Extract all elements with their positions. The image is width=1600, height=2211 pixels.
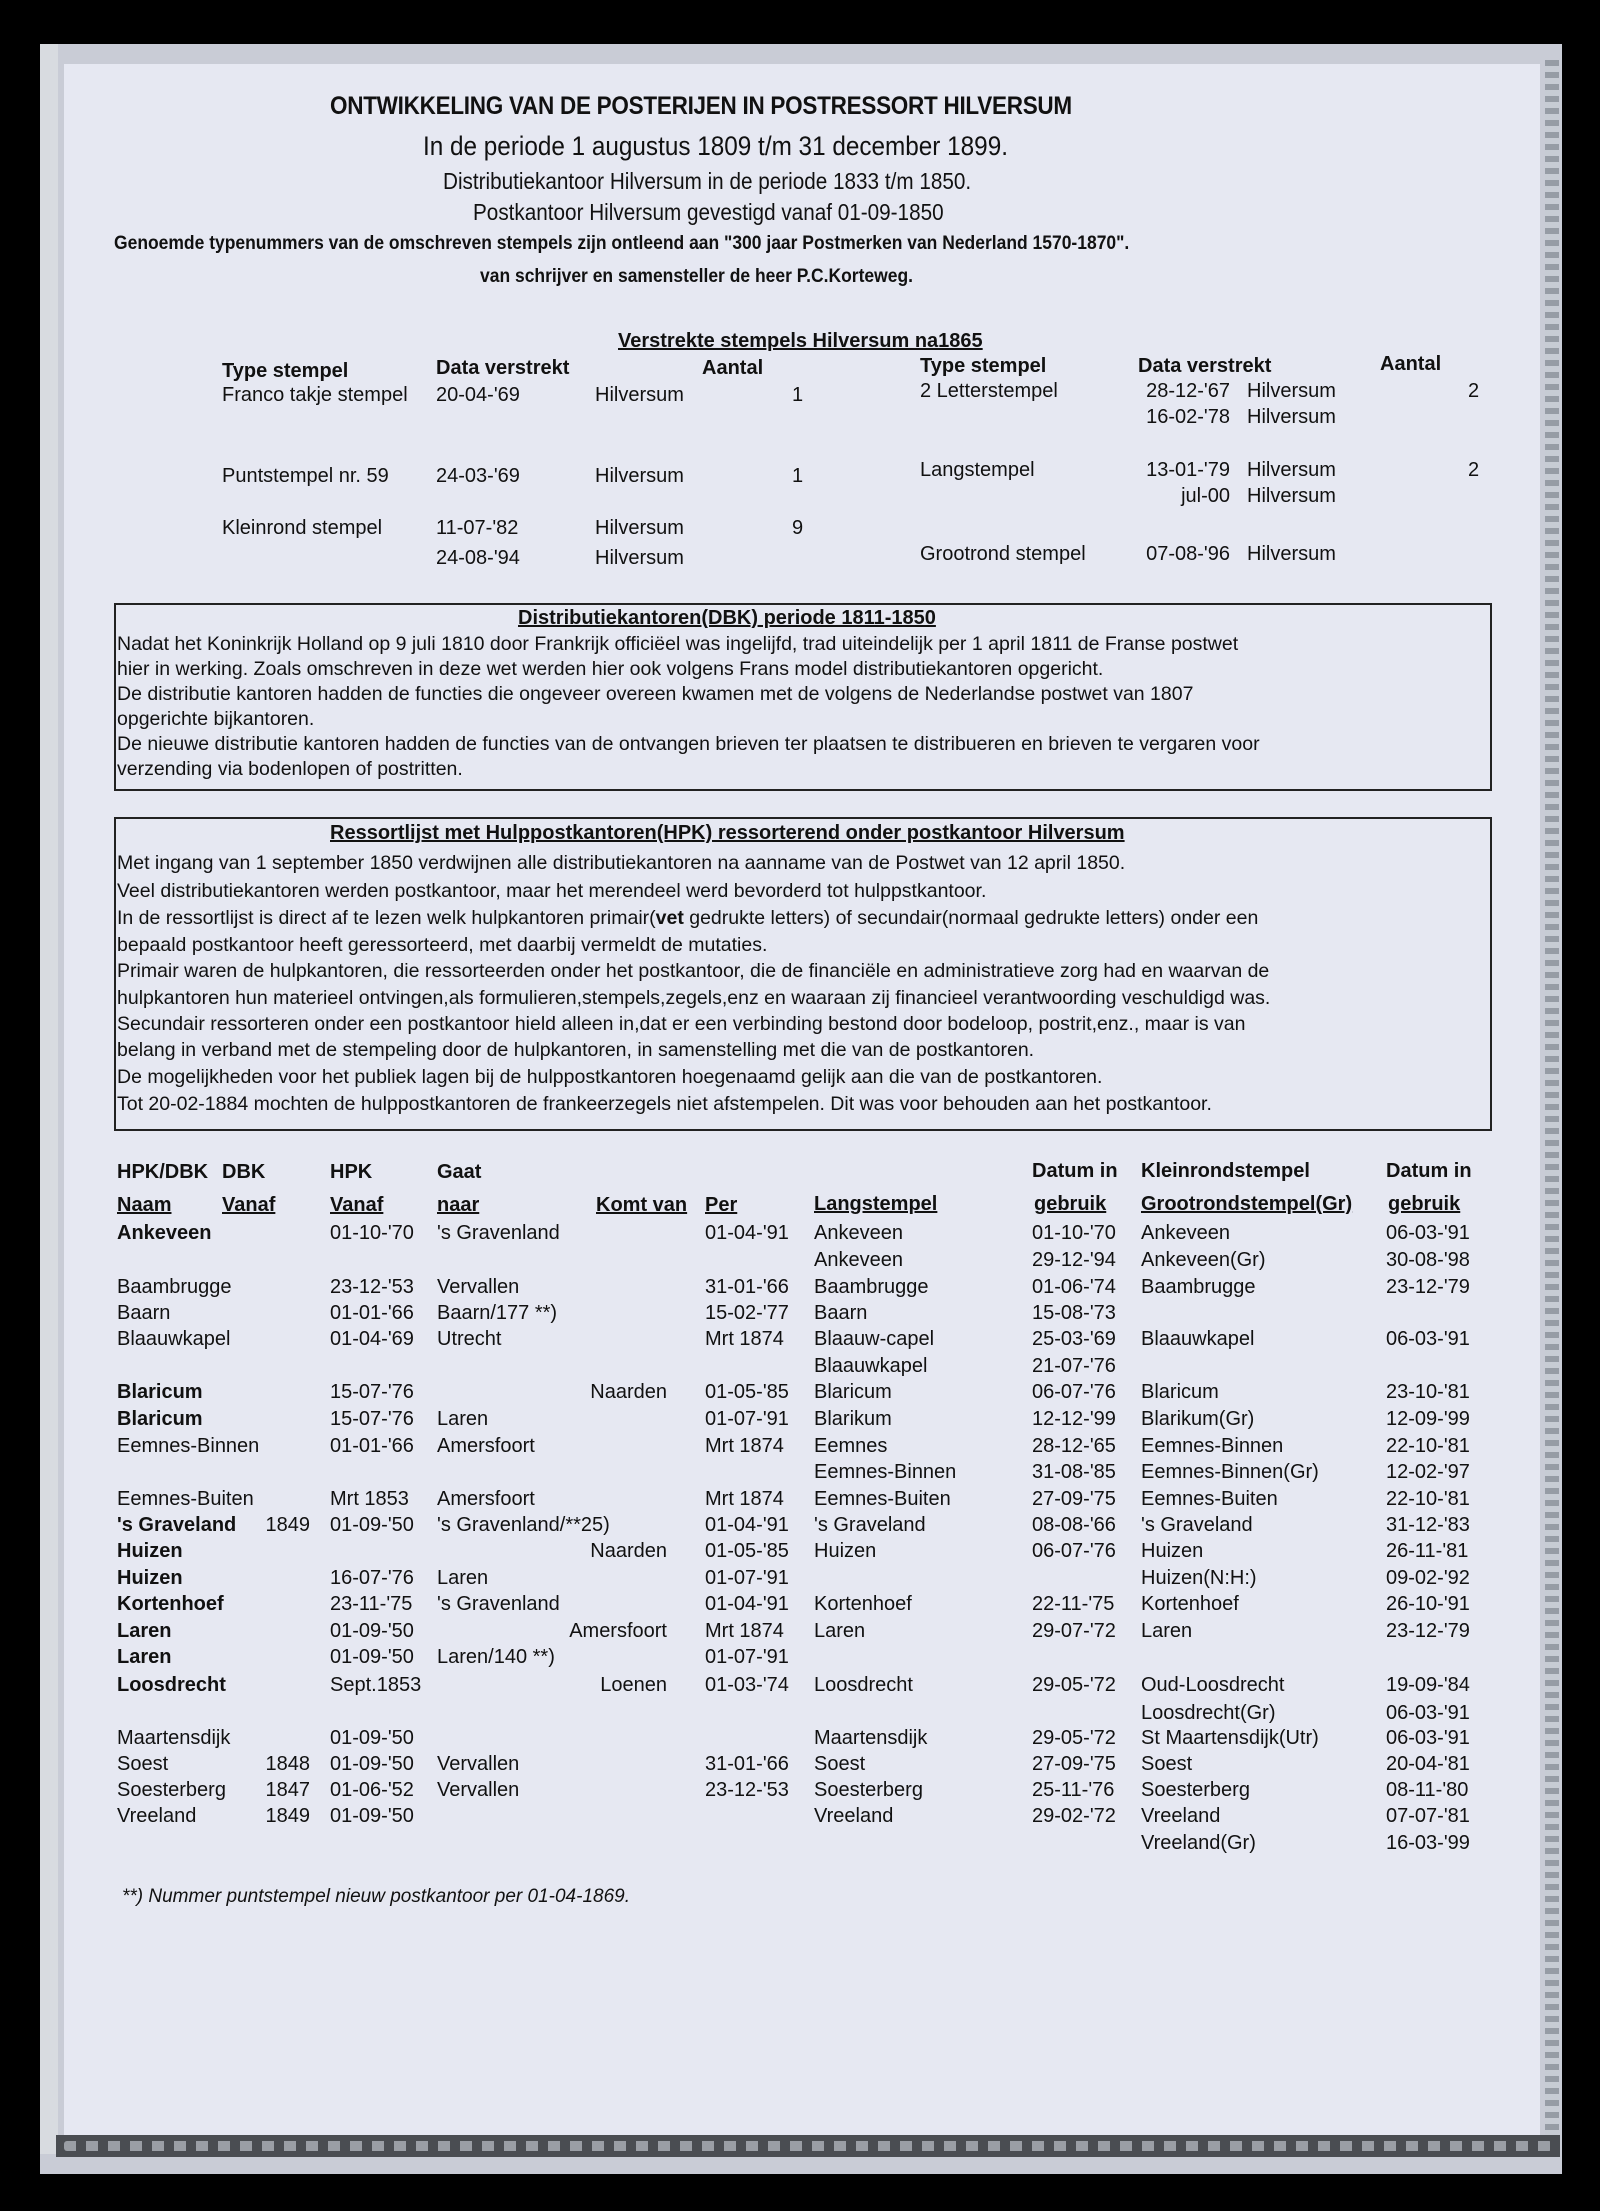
stempel-date: 16-02-'78: [1146, 406, 1230, 428]
stempel-date: 11-07-'82: [436, 517, 519, 539]
cell-kleinrond: Laren: [1141, 1620, 1193, 1642]
stempel-date: 24-03-'69: [436, 465, 520, 487]
cell-hpk-vanaf: 01-09-'50: [330, 1727, 414, 1749]
cell-hpk-vanaf: 01-09-'50: [330, 1620, 414, 1642]
cell-naam: Eemnes-Binnen: [117, 1435, 260, 1457]
hdr-langstempel: Langstempel: [814, 1193, 938, 1215]
cell-per: Mrt 1874: [705, 1328, 784, 1350]
cell-per: Mrt 1874: [705, 1620, 784, 1642]
bold-word: vet: [655, 907, 684, 929]
hpk-text-line: [117, 907, 1258, 930]
hdr-gaat: Gaat: [437, 1161, 482, 1183]
cell-lang-datum: 21-07-'76: [1032, 1355, 1116, 1377]
cell-klein-datum: 30-08-'98: [1386, 1249, 1470, 1271]
sleeve-edge: [40, 44, 58, 2154]
dbk-period-line: Distributiekantoor Hilversum in de periode 1833 t/m 1850.: [443, 168, 972, 194]
cell-klein-datum: 26-11-'81: [1386, 1540, 1469, 1562]
stempel-type: 2 Letterstempel: [920, 380, 1058, 402]
stempel-count: 1: [792, 384, 804, 406]
cell-kleinrond: Kortenhoef: [1141, 1593, 1239, 1615]
cell-kleinrond: Blaauwkapel: [1141, 1328, 1255, 1350]
cell-gaat-naar: Laren: [437, 1408, 489, 1430]
cell-dbk-vanaf: 1847: [265, 1779, 310, 1801]
hdr-dbk-vanaf: Vanaf: [222, 1194, 276, 1216]
stempel-date: 28-12-'67: [1146, 380, 1230, 402]
cell-hpk-vanaf: 15-07-'76: [330, 1408, 414, 1430]
cell-langstempel: Soest: [814, 1753, 866, 1775]
cell-langstempel: Loosdrecht: [814, 1674, 913, 1696]
cell-naam: Ankeveen: [117, 1222, 212, 1244]
cell-lang-datum: 01-06-'74: [1032, 1276, 1116, 1298]
cell-naam: Baarn: [117, 1302, 171, 1324]
cell-hpk-vanaf: 01-09-'50: [330, 1646, 414, 1668]
cell-kleinrond: Blaricum: [1141, 1381, 1219, 1403]
cell-lang-datum: 25-03-'69: [1032, 1328, 1116, 1350]
cell-langstempel: Ankeveen: [814, 1249, 903, 1271]
cell-langstempel: Blarikum: [814, 1408, 892, 1430]
cell-per: 01-04-'91: [705, 1222, 789, 1244]
stempel-date: 07-08-'96: [1146, 543, 1230, 565]
hdr-hpk-vanaf: Vanaf: [330, 1194, 384, 1216]
cell-naam: Laren: [117, 1646, 172, 1668]
cell-langstempel: Vreeland: [814, 1805, 894, 1827]
sleeve-perforation-bottom: [56, 2135, 1560, 2157]
source-note: Genoemde typenummers van de omschreven stempels zijn ontleend aan "300 jaar Postmerken van Nederland 1570-1870".: [114, 233, 1130, 254]
stempel-place: Hilversum: [595, 547, 684, 569]
cell-gaat-naar: 's Gravenland: [437, 1222, 560, 1244]
cell-lang-datum: 29-07-'72: [1032, 1620, 1116, 1642]
hpk-text-line: De mogelijkheden voor het publiek lagen bij de hulppostkantoren hoegenaamd gelijk aan die van de postkantoren.: [117, 1066, 1103, 1088]
hpk-title: Ressortlijst met Hulppostkantoren(HPK) ressorterend onder postkantoor Hilversum: [330, 822, 1125, 844]
hdr-hpkdbk: HPK/DBK: [117, 1161, 209, 1183]
dbk-text-line: Nadat het Koninkrijk Holland op 9 juli 1810 door Frankrijk officiëel was ingelijfd, trad uiteindelijk per 1 april 1811 de Franse postwet: [117, 633, 1239, 655]
stempel-type: Franco takje stempel: [222, 384, 408, 406]
hdr-gebruik-1: gebruik: [1034, 1193, 1107, 1215]
cell-klein-datum: 16-03-'99: [1386, 1832, 1470, 1854]
cell-naam: Soest: [117, 1753, 169, 1775]
cell-klein-datum: 31-12-'83: [1386, 1514, 1470, 1536]
cell-klein-datum: 22-10-'81: [1386, 1488, 1470, 1510]
dbk-text-line: hier in werking. Zoals omschreven in deze wet werden hier ook volgens Frans model distributiekantoren opgericht.: [117, 658, 1104, 680]
hpk-text-line: Met ingang van 1 september 1850 verdwijnen alle distributiekantoren na aanname van de Postwet van 12 april 1850.: [117, 852, 1126, 874]
cell-langstempel: Kortenhoef: [814, 1593, 912, 1615]
cell-naam: Huizen: [117, 1540, 183, 1562]
cell-kleinrond: St Maartensdijk(Utr): [1141, 1727, 1319, 1749]
dbk-text-line: De distributie kantoren hadden de functies die ongeveer overeen kwamen met de volgens de Nederlandse postwet van 1807: [117, 683, 1194, 705]
cell-kleinrond: Soesterberg: [1141, 1779, 1250, 1801]
hpk-text-span: gedrukte letters) of secundair(normaal gedrukte letters) onder een: [683, 907, 1259, 929]
cell-kleinrond: Ankeveen(Gr): [1141, 1249, 1266, 1271]
cell-lang-datum: 01-10-'70: [1032, 1222, 1116, 1244]
cell-lang-datum: 29-05-'72: [1032, 1727, 1116, 1749]
cell-langstempel: Blaauwkapel: [814, 1355, 928, 1377]
cell-klein-datum: 26-10-'91: [1386, 1593, 1470, 1615]
cell-per: 01-07-'91: [705, 1408, 789, 1430]
cell-gaat-naar: Vervallen: [437, 1753, 520, 1775]
cell-langstempel: Soesterberg: [814, 1779, 923, 1801]
cell-lang-datum: 08-08-'66: [1032, 1514, 1116, 1536]
stempel-place: Hilversum: [1247, 406, 1336, 428]
cell-kleinrond: Vreeland(Gr): [1141, 1832, 1256, 1854]
cell-hpk-vanaf: 01-01-'66: [330, 1302, 414, 1324]
cell-dbk-vanaf: 1849: [265, 1514, 310, 1536]
cell-kleinrond: Vreeland: [1141, 1805, 1221, 1827]
cell-per: 01-05-'85: [705, 1381, 789, 1403]
hpk-text-span: In de ressortlijst is direct af te lezen welk hulpkantoren primair(: [117, 907, 656, 929]
cell-komt-van: Amersfoort: [569, 1620, 667, 1642]
stempel-place: Hilversum: [595, 517, 684, 539]
cell-per: 01-05-'85: [705, 1540, 789, 1562]
col-header-type: Type stempel: [222, 360, 349, 382]
cell-per: 01-07-'91: [705, 1567, 789, 1589]
cell-lang-datum: 29-12-'94: [1032, 1249, 1116, 1271]
cell-naam: Maartensdijk: [117, 1727, 231, 1749]
stempel-date: 20-04-'69: [436, 384, 520, 406]
cell-naam: Loosdrecht: [117, 1674, 226, 1696]
cell-per: 01-04-'91: [705, 1593, 789, 1615]
cell-kleinrond: Eemnes-Binnen: [1141, 1435, 1284, 1457]
stempel-place: Hilversum: [595, 465, 684, 487]
hdr-kleinrond: Kleinrondstempel: [1141, 1160, 1310, 1182]
cell-langstempel: Laren: [814, 1620, 866, 1642]
cell-dbk-vanaf: 1849: [265, 1805, 310, 1827]
cell-klein-datum: 07-07-'81: [1386, 1805, 1470, 1827]
cell-langstempel: Blaauw-capel: [814, 1328, 935, 1350]
page-title: ONTWIKKELING VAN DE POSTERIJEN IN POSTRESSORT HILVERSUM: [330, 92, 1072, 120]
cell-kleinrond: Ankeveen: [1141, 1222, 1230, 1244]
cell-lang-datum: 22-11-'75: [1032, 1593, 1115, 1615]
cell-klein-datum: 19-09-'84: [1386, 1674, 1470, 1696]
cell-naam: Blaricum: [117, 1381, 203, 1403]
stempel-place: Hilversum: [1247, 459, 1336, 481]
dbk-text-line: De nieuwe distributie kantoren hadden de functies van de ontvangen brieven ter plaatsen te distribueren en brieven te vergaren voor: [117, 733, 1260, 755]
cell-gaat-naar: Amersfoort: [437, 1488, 535, 1510]
cell-hpk-vanaf: 01-09-'50: [330, 1805, 414, 1827]
cell-komt-van: Naarden: [590, 1540, 667, 1562]
cell-per: 01-03-'74: [705, 1674, 789, 1696]
cell-klein-datum: 12-02-'97: [1386, 1461, 1470, 1483]
cell-kleinrond: Huizen(N:H:): [1141, 1567, 1257, 1589]
cell-per: 23-12-'53: [705, 1779, 789, 1801]
cell-langstempel: Baarn: [814, 1302, 868, 1324]
cell-hpk-vanaf: 23-11-'75: [330, 1593, 413, 1615]
cell-lang-datum: 06-07-'76: [1032, 1381, 1116, 1403]
cell-langstempel: Ankeveen: [814, 1222, 903, 1244]
cell-lang-datum: 06-07-'76: [1032, 1540, 1116, 1562]
dbk-text-line: verzending via bodenlopen of postritten.: [117, 758, 463, 780]
cell-hpk-vanaf: Mrt 1853: [330, 1488, 409, 1510]
footnote: **) Nummer puntstempel nieuw postkantoor per 01-04-1869.: [122, 1886, 630, 1907]
stempel-date: jul-00: [1181, 485, 1230, 507]
stempel-type: Grootrond stempel: [920, 543, 1086, 565]
hpk-text-line: Primair waren de hulpkantoren, die ressorteerden onder het postkantoor, die de financiële en administratieve zorg had en waarvan de: [117, 960, 1270, 982]
cell-naam: Soesterberg: [117, 1779, 226, 1801]
hdr-naar: naar: [437, 1194, 480, 1216]
cell-klein-datum: 23-10-'81: [1386, 1381, 1470, 1403]
cell-klein-datum: 08-11-'80: [1386, 1779, 1469, 1801]
cell-lang-datum: 28-12-'65: [1032, 1435, 1116, 1457]
stempel-count: 9: [792, 517, 804, 539]
stempel-place: Hilversum: [1247, 543, 1336, 565]
cell-hpk-vanaf: Sept.1853: [330, 1674, 422, 1696]
stempel-place: Hilversum: [1247, 380, 1336, 402]
cell-hpk-vanaf: 01-10-'70: [330, 1222, 414, 1244]
cell-gaat-naar: 's Gravenland/**25): [437, 1514, 610, 1536]
cell-kleinrond: Blarikum(Gr): [1141, 1408, 1255, 1430]
cell-klein-datum: 20-04-'81: [1386, 1753, 1470, 1775]
period-line: In de periode 1 augustus 1809 t/m 31 december 1899.: [423, 131, 1008, 161]
cell-hpk-vanaf: 01-04-'69: [330, 1328, 414, 1350]
stempel-place: Hilversum: [1247, 485, 1336, 507]
cell-langstempel: Eemnes: [814, 1435, 888, 1457]
author-note: van schrijver en samensteller de heer P.C.Korteweg.: [480, 266, 913, 287]
cell-gaat-naar: Baarn/177 **): [437, 1302, 558, 1324]
cell-hpk-vanaf: 16-07-'76: [330, 1567, 414, 1589]
cell-kleinrond: Soest: [1141, 1753, 1193, 1775]
cell-lang-datum: 27-09-'75: [1032, 1488, 1116, 1510]
cell-klein-datum: 06-03-'91: [1386, 1222, 1470, 1244]
cell-komt-van: Loenen: [600, 1674, 667, 1696]
stempel-count: 1: [792, 465, 804, 487]
cell-kleinrond: Baambrugge: [1141, 1276, 1256, 1298]
cell-naam: Kortenhoef: [117, 1593, 224, 1615]
hdr-hpk: HPK: [330, 1161, 373, 1183]
cell-per: Mrt 1874: [705, 1488, 784, 1510]
cell-per: 15-02-'77: [705, 1302, 789, 1324]
cell-hpk-vanaf: 23-12-'53: [330, 1276, 414, 1298]
hdr-dbk: DBK: [222, 1161, 266, 1183]
cell-langstempel: Huizen: [814, 1540, 877, 1562]
cell-klein-datum: 22-10-'81: [1386, 1435, 1470, 1457]
cell-gaat-naar: Laren/140 **): [437, 1646, 555, 1668]
cell-kleinrond: 's Graveland: [1141, 1514, 1253, 1536]
cell-klein-datum: 12-09-'99: [1386, 1408, 1470, 1430]
sleeve-perforation-right: [1545, 60, 1559, 2140]
cell-komt-van: Naarden: [590, 1381, 667, 1403]
cell-naam: Blaricum: [117, 1408, 203, 1430]
hpk-text-line: belang in verband met de stempeling door de hulpkantoren, in samenstelling met die van de postkantoren.: [117, 1039, 1035, 1061]
cell-gaat-naar: Laren: [437, 1567, 489, 1589]
cell-lang-datum: 25-11-'76: [1032, 1779, 1115, 1801]
hdr-komt-van: Komt van: [596, 1194, 688, 1216]
cell-per: Mrt 1874: [705, 1435, 784, 1457]
cell-lang-datum: 29-02-'72: [1032, 1805, 1116, 1827]
cell-naam: 's Graveland: [117, 1514, 237, 1536]
hpk-text-line: hulpkantoren hun materieel ontvingen,als formulieren,stempels,zegels,enz en waaraan zij financieel verantwoording veschuldigd was.: [117, 987, 1271, 1009]
hdr-datum-in-2: Datum in: [1386, 1160, 1472, 1182]
cell-naam: Laren: [117, 1620, 172, 1642]
hpk-text-line: bepaald postkantoor heeft geressorteerd, met daarbij vermeldt de mutaties.: [117, 934, 768, 956]
cell-langstempel: Baambrugge: [814, 1276, 929, 1298]
cell-gaat-naar: Vervallen: [437, 1276, 520, 1298]
cell-per: 31-01-'66: [705, 1276, 789, 1298]
cell-langstempel: Eemnes-Binnen: [814, 1461, 957, 1483]
cell-lang-datum: 31-08-'85: [1032, 1461, 1116, 1483]
stempel-date: 13-01-'79: [1146, 459, 1230, 481]
stempel-date: 24-08-'94: [436, 547, 520, 569]
cell-langstempel: Maartensdijk: [814, 1727, 928, 1749]
cell-klein-datum: 06-03-'91: [1386, 1727, 1470, 1749]
hpk-text-line: Veel distributiekantoren werden postkantoor, maar het merendeel werd bevorderd tot hulppstkantoor.: [117, 880, 987, 902]
cell-naam: Huizen: [117, 1567, 183, 1589]
cell-naam: Vreeland: [117, 1805, 197, 1827]
hdr-gebruik-2: gebruik: [1388, 1193, 1461, 1215]
cell-hpk-vanaf: 01-06-'52: [330, 1779, 414, 1801]
stempel-type: Puntstempel nr. 59: [222, 465, 389, 487]
cell-hpk-vanaf: 01-09-'50: [330, 1753, 414, 1775]
cell-kleinrond: Eemnes-Buiten: [1141, 1488, 1278, 1510]
cell-klein-datum: 09-02-'92: [1386, 1567, 1470, 1589]
dbk-title: Distributiekantoren(DBK) periode 1811-1850: [518, 607, 936, 629]
cell-lang-datum: 29-05-'72: [1032, 1674, 1116, 1696]
stempel-type: Langstempel: [920, 459, 1035, 481]
postkantoor-line: Postkantoor Hilversum gevestigd vanaf 01-09-1850: [473, 199, 944, 225]
cell-kleinrond: Oud-Loosdrecht: [1141, 1674, 1285, 1696]
hdr-per: Per: [705, 1194, 738, 1216]
cell-klein-datum: 06-03-'91: [1386, 1702, 1470, 1724]
col-header-type-right: Type stempel: [920, 355, 1047, 377]
cell-gaat-naar: Utrecht: [437, 1328, 502, 1350]
hdr-datum-in-1: Datum in: [1032, 1160, 1118, 1182]
hpk-text-line: Secundair ressorteren onder een postkantoor hield alleen in,dat er een verbinding bestond door bodeloop, postrit,enz., maar is van: [117, 1013, 1246, 1035]
cell-klein-datum: 23-12-'79: [1386, 1620, 1470, 1642]
cell-klein-datum: 23-12-'79: [1386, 1276, 1470, 1298]
col-header-date: Data verstrekt: [436, 357, 570, 379]
stempel-count: 2: [1468, 459, 1480, 481]
cell-kleinrond: Loosdrecht(Gr): [1141, 1702, 1276, 1724]
cell-dbk-vanaf: 1848: [265, 1753, 310, 1775]
cell-kleinrond: Huizen: [1141, 1540, 1204, 1562]
cell-langstempel: Blaricum: [814, 1381, 892, 1403]
cell-per: 31-01-'66: [705, 1753, 789, 1775]
hdr-naam: Naam: [117, 1194, 172, 1216]
col-header-count-right: Aantal: [1380, 353, 1442, 375]
cell-per: 01-07-'91: [705, 1646, 789, 1668]
stempel-count: 2: [1468, 380, 1480, 402]
cell-gaat-naar: 's Gravenland: [437, 1593, 560, 1615]
cell-gaat-naar: Amersfoort: [437, 1435, 535, 1457]
cell-langstempel: Eemnes-Buiten: [814, 1488, 951, 1510]
cell-lang-datum: 15-08-'73: [1032, 1302, 1116, 1324]
stempels-title: Verstrekte stempels Hilversum na1865: [618, 330, 983, 352]
stempel-place: Hilversum: [595, 384, 684, 406]
cell-hpk-vanaf: 15-07-'76: [330, 1381, 414, 1403]
cell-langstempel: 's Graveland: [814, 1514, 926, 1536]
col-header-date-right: Data verstrekt: [1138, 355, 1272, 377]
cell-naam: Baambrugge: [117, 1276, 232, 1298]
cell-hpk-vanaf: 01-01-'66: [330, 1435, 414, 1457]
cell-hpk-vanaf: 01-09-'50: [330, 1514, 414, 1536]
cell-per: 01-04-'91: [705, 1514, 789, 1536]
col-header-count: Aantal: [702, 357, 764, 379]
cell-kleinrond: Eemnes-Binnen(Gr): [1141, 1461, 1319, 1483]
stempel-type: Kleinrond stempel: [222, 517, 383, 539]
hpk-text-line: Tot 20-02-1884 mochten de hulppostkantoren de frankeerzegels niet afstempelen. Dit was voor behouden aan het postkantoor.: [117, 1093, 1212, 1115]
cell-gaat-naar: Vervallen: [437, 1779, 520, 1801]
cell-naam: Eemnes-Buiten: [117, 1488, 254, 1510]
cell-naam: Blaauwkapel: [117, 1328, 231, 1350]
cell-lang-datum: 12-12-'99: [1032, 1408, 1116, 1430]
cell-klein-datum: 06-03-'91: [1386, 1328, 1470, 1350]
hdr-grootrond: Grootrondstempel(Gr): [1141, 1193, 1353, 1215]
dbk-text-line: opgerichte bijkantoren.: [117, 708, 315, 730]
cell-lang-datum: 27-09-'75: [1032, 1753, 1116, 1775]
